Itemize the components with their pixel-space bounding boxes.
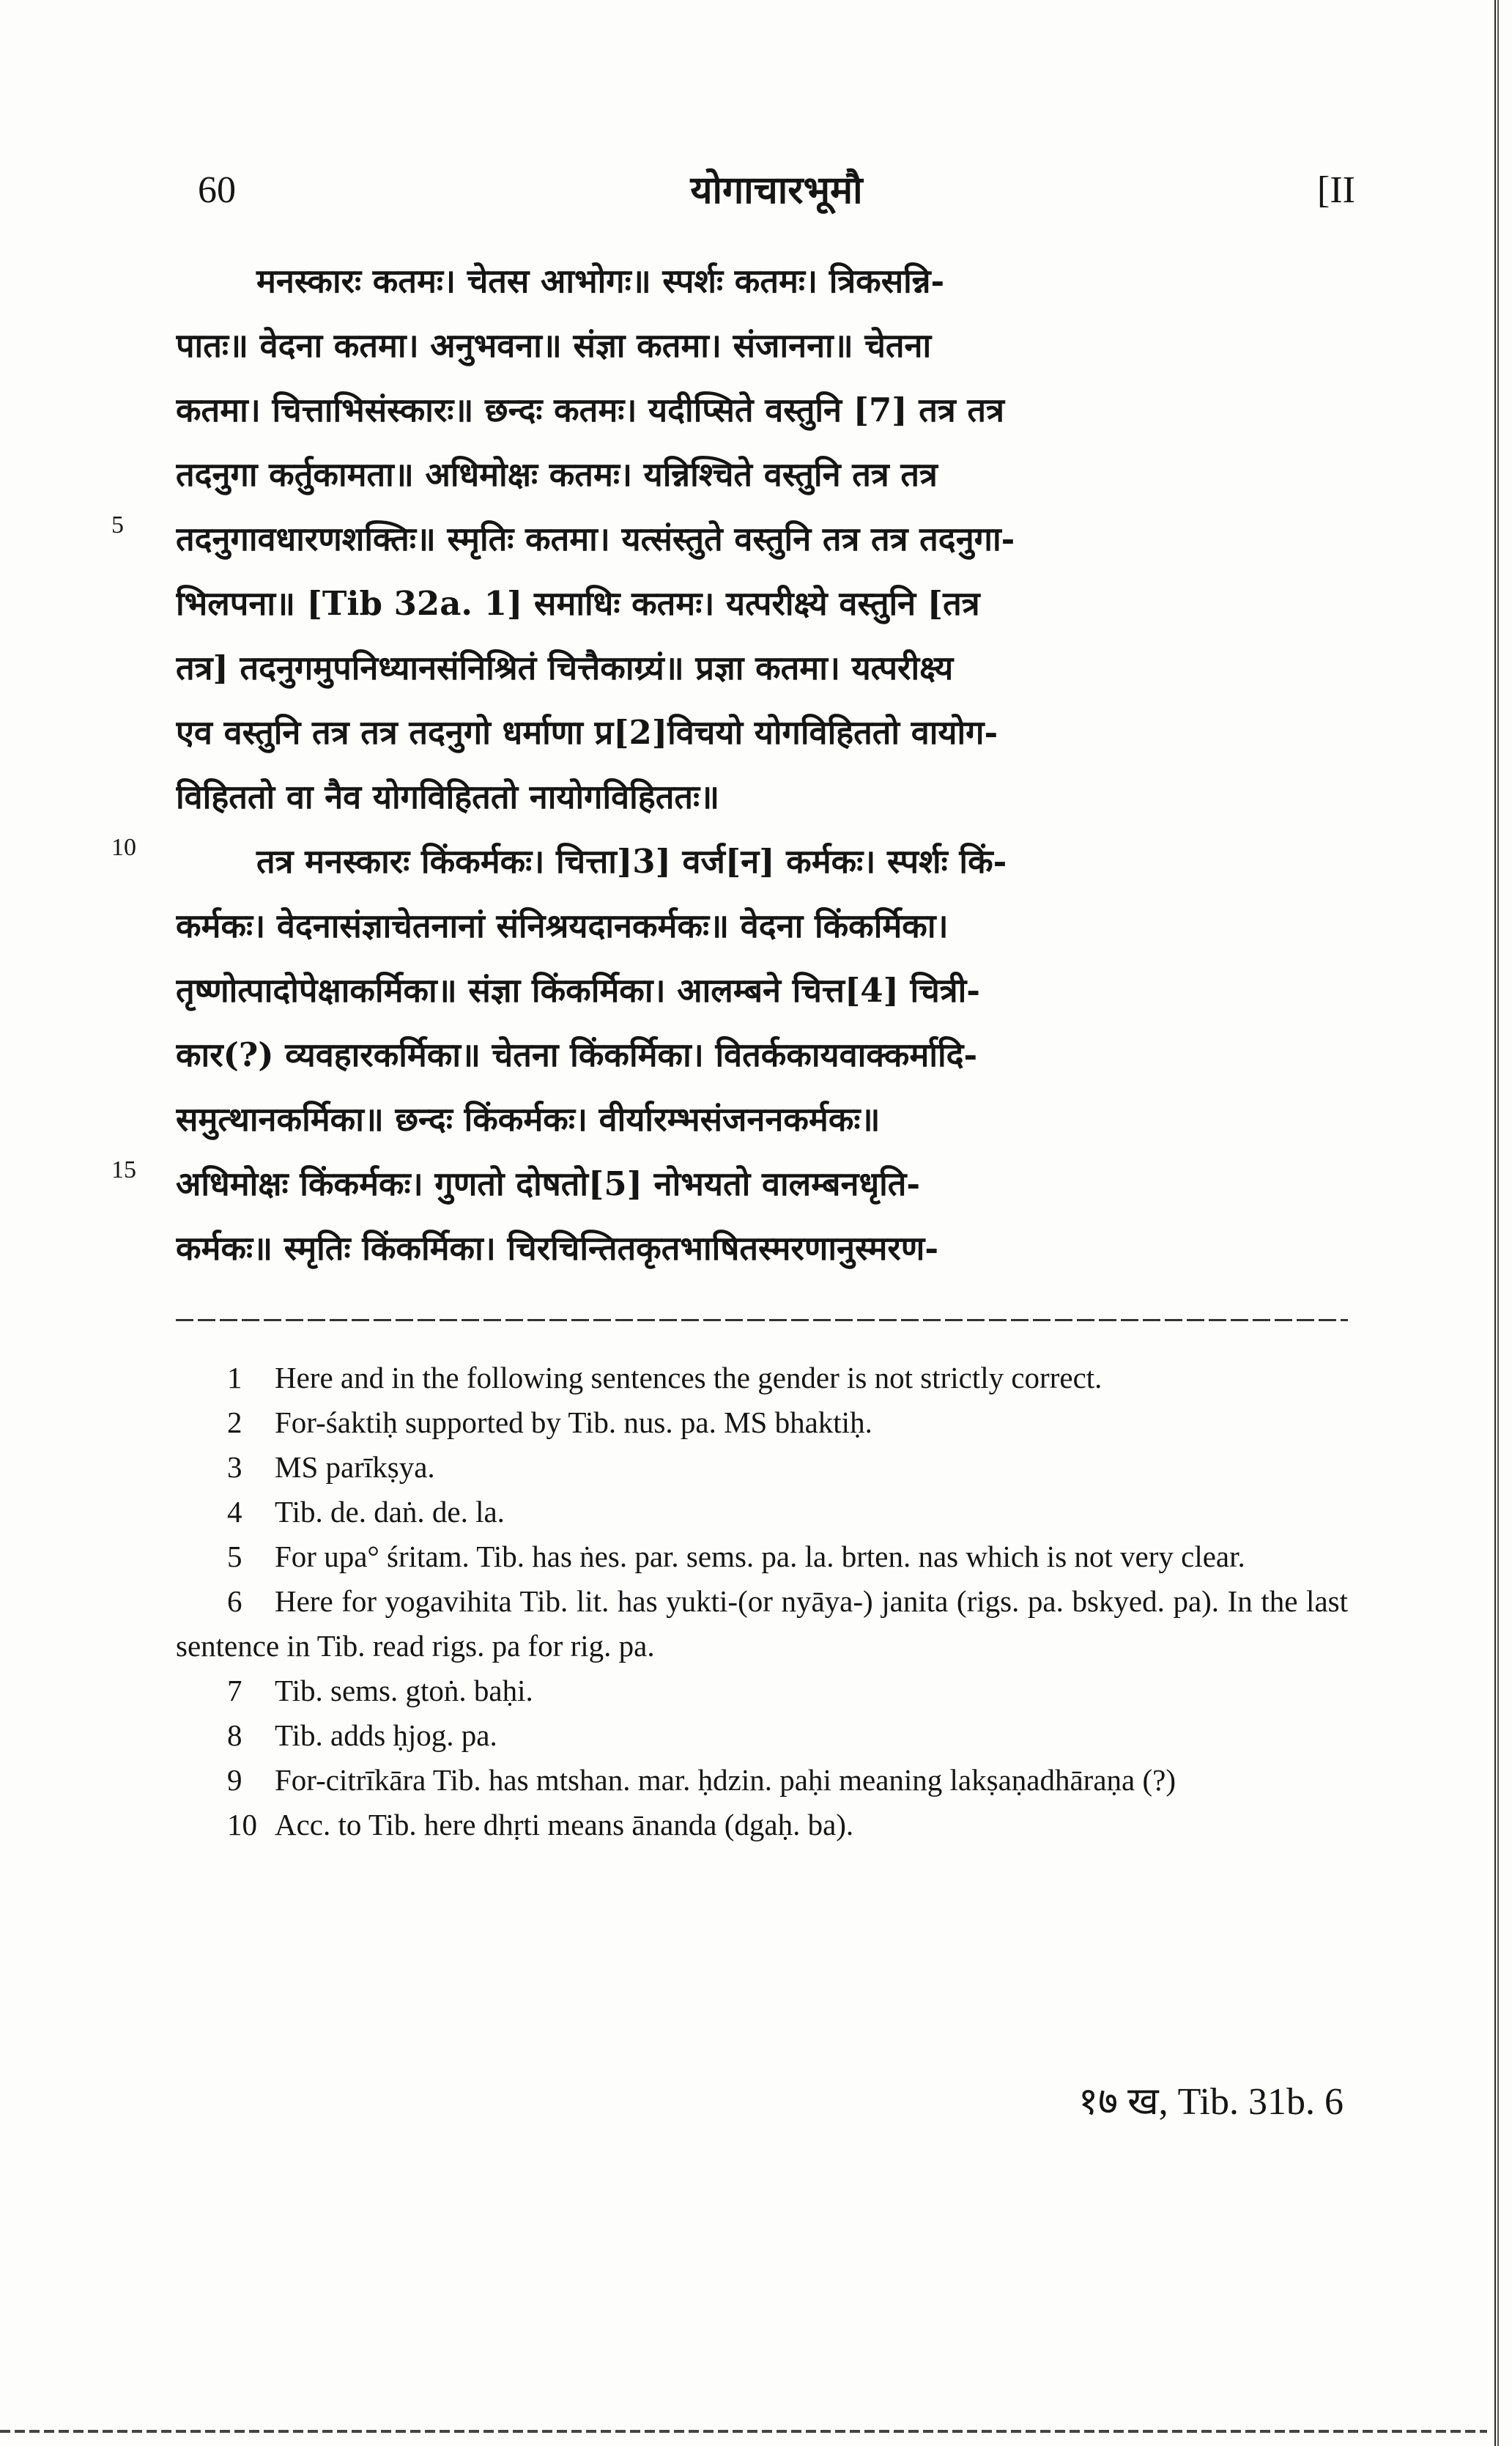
footnote-number: 5 xyxy=(227,1540,242,1573)
footnote-divider xyxy=(176,1319,1348,1321)
running-title: योगाचारभूमौ xyxy=(690,168,863,213)
footnote-number: 9 xyxy=(227,1763,242,1797)
page-header xyxy=(198,161,1355,220)
text-line: तत्र] तदनुगमुपनिध्यानसंनिश्रितं चित्तैकाग्र्यं॥ प्रज्ञा कतमा। यत्परीक्ष्य xyxy=(176,649,954,687)
text-line: तत्र मनस्कारः किंकर्मकः। चित्ता]3] वर्ज[न] कर्मकः। स्पर्शः किं- xyxy=(256,842,1007,881)
footnote-text: Tib. de. daṅ. de. la. xyxy=(275,1495,505,1529)
text-line: कतमा। चित्ताभिसंस्कारः॥ छन्दः कतमः। यदीप्सिते वस्तुनि [7] तत्र तत्र xyxy=(176,391,1004,429)
footnote-text: Acc. to Tib. here dhṛti means ānanda (dgaḥ. ba). xyxy=(275,1808,854,1841)
footnote-number: 3 xyxy=(227,1450,242,1484)
footnotes xyxy=(176,1356,1348,1847)
text-line: कर्मकः॥ स्मृतिः किंकर्मिका। चिरचिन्तितकृतभाषितस्मरणानुस्मरण- xyxy=(176,1229,939,1268)
text-line: तृष्णोत्पादोपेक्षाकर्मिका॥ संज्ञा किंकर्मिका। आलम्बने चित्त[4] चित्री- xyxy=(176,971,980,1010)
footnote-text: For upa° śritam. Tib. has ṅes. par. sems. pa. la. brten. nas which is not very clear. xyxy=(275,1540,1245,1573)
text-line: तदनुगा कर्तुकामता॥ अधिमोक्षः कतमः। यन्निश्चिते वस्तुनि तत्र तत्र xyxy=(176,455,938,494)
footnote-text: For-śaktiḥ supported by Tib. nus. pa. MS bhaktiḥ. xyxy=(275,1405,872,1439)
text-line: मनस्कारः कतमः। चेतस आभोगः॥ स्पर्शः कतमः। त्रिकसन्नि- xyxy=(256,262,945,300)
footnote-3 xyxy=(176,1445,1348,1490)
footnote-number: 4 xyxy=(227,1495,242,1529)
footnote-5 xyxy=(176,1534,1348,1579)
footnote-text: Tib. sems. gtoṅ. baḥi. xyxy=(275,1674,533,1707)
footnote-2 xyxy=(176,1400,1348,1445)
text-line: कर्मकः। वेदनासंज्ञाचेतनानां संनिश्रयदानकर्मकः॥ वेदना किंकर्मिका। xyxy=(176,906,949,945)
footnote-number: 10 xyxy=(227,1808,257,1841)
footnote-number: 2 xyxy=(227,1405,242,1439)
footnote-9 xyxy=(176,1758,1348,1803)
text-line: भिलपना॥ [Tib 32a. 1] समाधिः कतमः। यत्परीक्ष्ये वस्तुनि [तत्र xyxy=(176,584,980,623)
page-number: 60 xyxy=(198,169,236,211)
text-line: तदनुगावधारणशक्तिः॥ स्मृतिः कतमा। यत्संस्तुते वस्तुनि तत्र तत्र तदनुगा- xyxy=(176,520,1015,558)
folio-signature: १७ ख, Tib. 31b. 6 xyxy=(1078,2081,1344,2123)
text-line: समुत्थानकर्मिका॥ छन्दः किंकर्मकः। वीर्यारम्भसंजननकर्मकः॥ xyxy=(176,1100,881,1139)
footnote-8 xyxy=(176,1713,1348,1758)
footnote-6 xyxy=(176,1579,1348,1669)
footnote-text: MS parīkṣya. xyxy=(275,1450,435,1484)
section-mark: [II xyxy=(1317,169,1355,211)
main-text xyxy=(176,249,1363,1281)
binding-edge xyxy=(1494,0,1499,2446)
line-number-15: 15 xyxy=(111,1156,136,1183)
text-line: पातः॥ वेदना कतमा। अनुभवना॥ संज्ञा कतमा। संजानना॥ चेतना xyxy=(176,326,932,365)
footnote-7 xyxy=(176,1669,1348,1713)
text-line: अधिमोक्षः किंकर्मकः। गुणतो दोषतो[5] नोभयतो वालम्बनधृति- xyxy=(176,1164,921,1203)
footnote-text: For-citrīkāra Tib. has mtshan. mar. ḥdzin. paḥi meaning lakṣaṇadhāraṇa (?) xyxy=(275,1763,1176,1797)
bottom-edge xyxy=(0,2430,1487,2433)
footnote-number: 8 xyxy=(227,1718,242,1752)
line-number-5: 5 xyxy=(111,511,124,539)
footnote-4 xyxy=(176,1490,1348,1534)
footnote-10 xyxy=(176,1803,1348,1847)
text-line: कार(?) व्यवहारकर्मिका॥ चेतना किंकर्मिका। वितर्ककायवाक्कर्मादि- xyxy=(176,1035,978,1074)
footnote-text: Here and in the following sentences the gender is not strictly correct. xyxy=(275,1361,1102,1394)
text-line: विहिततो वा नैव योगविहिततो नायोगविहिततः॥ xyxy=(176,777,720,816)
footnote-text: Here for yogavihita Tib. lit. has yukti-(or nyāya-) janita (rigs. pa. bskyed. pa). In the last sentence in Tib. read rigs. pa for rig. pa. xyxy=(176,1584,1348,1663)
footnote-1 xyxy=(176,1356,1348,1400)
footnote-number: 1 xyxy=(227,1361,242,1394)
line-number-10: 10 xyxy=(111,834,136,861)
text-line: एव वस्तुनि तत्र तत्र तदनुगो धर्माणा प्र[2]विचयो योगविहिततो वायोग- xyxy=(176,713,998,752)
footnote-number: 7 xyxy=(227,1674,242,1707)
footnote-number: 6 xyxy=(227,1584,242,1618)
footnote-text: Tib. adds ḥjog. pa. xyxy=(275,1718,497,1752)
